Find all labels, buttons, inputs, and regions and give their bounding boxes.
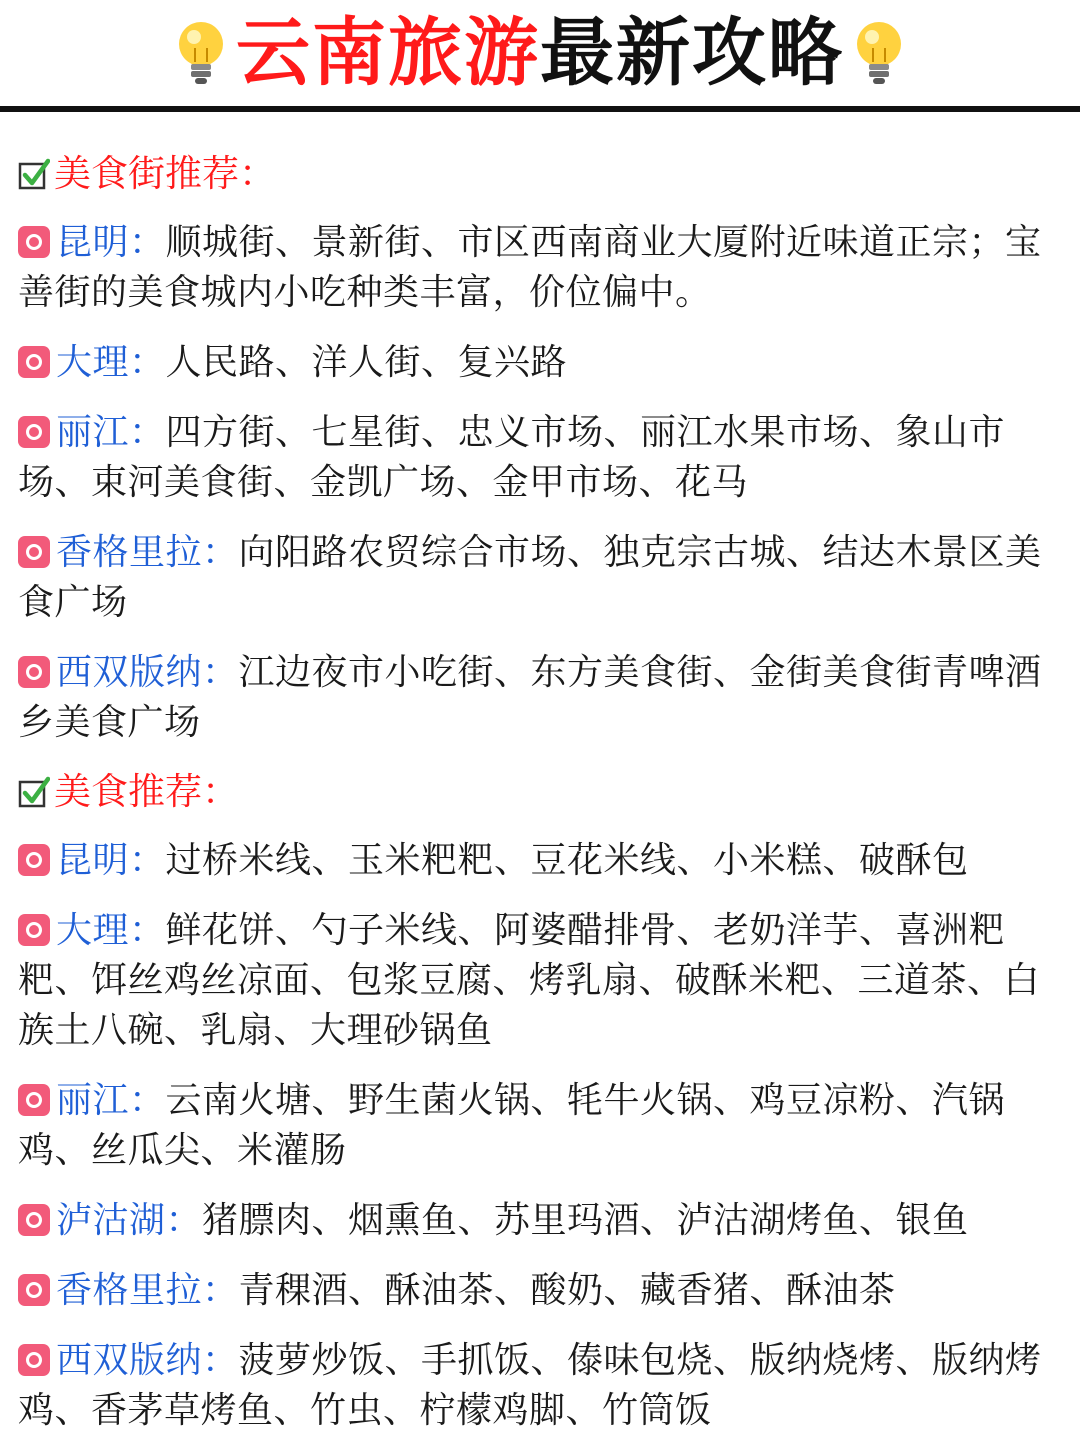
lightbulb-icon <box>852 18 906 88</box>
section-heading-text: 美食街推荐： <box>54 152 276 195</box>
section-heading <box>18 150 1064 198</box>
record-bullet-icon <box>18 1084 50 1116</box>
entry-text: 顺城街、景新街、市区西南商业大厦附近味道正宗；宝善街的美食城内小吃种类丰富，价位偏中。 <box>18 222 1042 313</box>
entry-text: 人民路、洋人街、复兴路 <box>165 342 568 383</box>
entry-text: 过桥米线、玉米粑粑、豆花米线、小米糕、破酥包 <box>165 840 969 881</box>
place-label: 西双版纳： <box>56 1340 239 1381</box>
place-label: 西双版纳： <box>56 652 239 693</box>
record-bullet-icon <box>18 844 50 876</box>
place-label: 昆明： <box>56 222 166 263</box>
record-bullet-icon <box>18 914 50 946</box>
page-title <box>236 10 844 96</box>
place-label: 香格里拉： <box>56 532 239 573</box>
list-item <box>18 1336 1064 1436</box>
title-red-part: 云南旅游 <box>236 10 540 96</box>
list-item <box>18 648 1064 748</box>
list-item <box>18 906 1064 1056</box>
checkbox-checked-icon <box>18 776 50 808</box>
list-item <box>18 1076 1064 1176</box>
entry-text: 鲜花饼、勺子米线、阿婆醋排骨、老奶洋芋、喜洲粑粑、饵丝鸡丝凉面、包浆豆腐、烤乳扇、破酥米粑、三道茶、白族土八碗、乳扇、大理砂锅鱼 <box>18 910 1041 1051</box>
list-item <box>18 408 1064 508</box>
place-label: 昆明： <box>56 840 166 881</box>
record-bullet-icon <box>18 656 50 688</box>
list-item <box>18 338 1064 388</box>
title-black-part: 最新攻略 <box>540 10 844 96</box>
place-label: 泸沽湖： <box>56 1200 203 1241</box>
record-bullet-icon <box>18 346 50 378</box>
record-bullet-icon <box>18 1274 50 1306</box>
record-bullet-icon <box>18 1344 50 1376</box>
place-label: 大理： <box>56 342 166 383</box>
entry-text: 四方街、七星街、忠义市场、丽江水果市场、象山市场、束河美食街、金凯广场、金甲市场、花马 <box>18 412 1006 503</box>
record-bullet-icon <box>18 226 50 258</box>
place-label: 大理： <box>56 910 166 951</box>
section-heading-text: 美食推荐： <box>54 770 239 813</box>
content-area <box>0 112 1080 1436</box>
record-bullet-icon <box>18 416 50 448</box>
place-label: 丽江： <box>56 1080 166 1121</box>
record-bullet-icon <box>18 1204 50 1236</box>
lightbulb-icon <box>174 18 228 88</box>
place-label: 香格里拉： <box>56 1270 239 1311</box>
checkbox-checked-icon <box>18 158 50 190</box>
list-item <box>18 528 1064 628</box>
entry-text: 菠萝炒饭、手抓饭、傣味包烧、版纳烧烤、版纳烤鸡、香茅草烤鱼、竹虫、柠檬鸡脚、竹筒饭 <box>18 1340 1042 1431</box>
list-item <box>18 218 1064 318</box>
entry-text: 江边夜市小吃街、东方美食街、金街美食街青啤酒乡美食广场 <box>18 652 1042 743</box>
entry-text: 向阳路农贸综合市场、独克宗古城、结达木景区美食广场 <box>18 532 1042 623</box>
list-item <box>18 1196 1064 1246</box>
page-header <box>0 0 1080 112</box>
entry-text: 猪膘肉、烟熏鱼、苏里玛酒、泸沽湖烤鱼、银鱼 <box>202 1200 969 1241</box>
entry-text: 青稞酒、酥油茶、酸奶、藏香猪、酥油茶 <box>238 1270 896 1311</box>
list-item <box>18 1266 1064 1316</box>
place-label: 丽江： <box>56 412 166 453</box>
section-heading <box>18 768 1064 816</box>
entry-text: 云南火塘、野生菌火锅、牦牛火锅、鸡豆凉粉、汽锅鸡、丝瓜尖、米灌肠 <box>18 1080 1006 1171</box>
record-bullet-icon <box>18 536 50 568</box>
list-item <box>18 836 1064 886</box>
